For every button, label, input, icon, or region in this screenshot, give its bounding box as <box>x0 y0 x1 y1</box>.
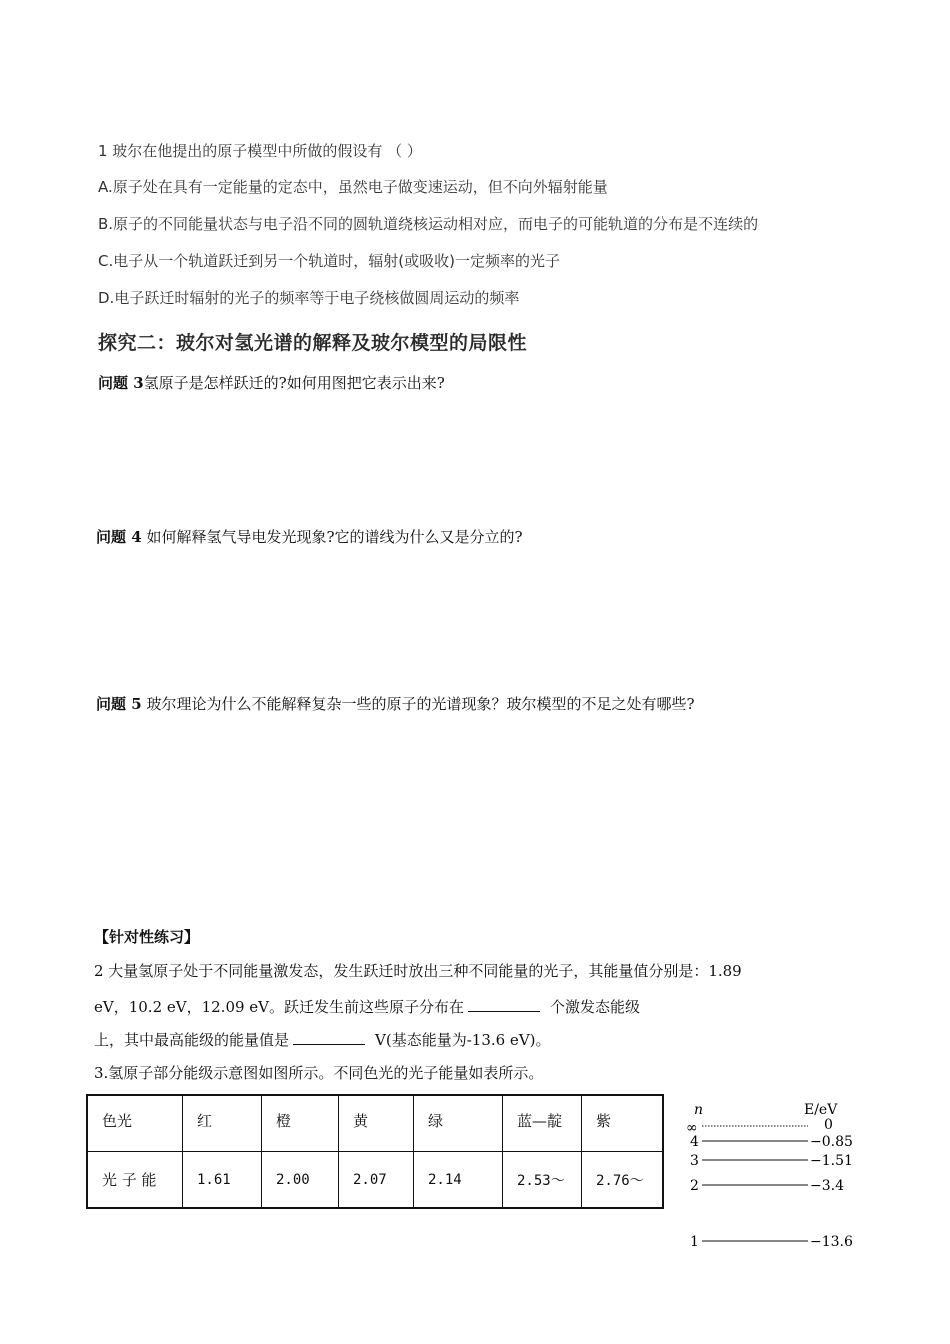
problem-2-line-3-text: 上，其中最高能级的能量值是 <box>94 1031 290 1049</box>
question-3-label: 问题 3 <box>98 374 144 392</box>
problem-2-line-3 <box>94 1029 551 1050</box>
level-e-inf: 0 <box>824 1117 833 1133</box>
question-1-stem: 1 玻尔在他提出的原子模型中所做的假设有 （ ） <box>98 142 422 160</box>
diagram-e-label: E/eV <box>804 1102 838 1118</box>
problem-3: 3.氢原子部分能级示意图如图所示。不同色光的光子能量如表所示。 <box>94 1064 544 1082</box>
question-5-text: 玻尔理论为什么不能解释复杂一些的原子的光谱现象？玻尔模型的不足之处有哪些? <box>146 695 695 713</box>
table-header-row <box>87 1095 663 1152</box>
problem-2-line-3-tail: V(基态能量为-13.6 eV)。 <box>375 1031 551 1049</box>
answer-blank-2[interactable] <box>293 1030 365 1045</box>
table-cell: 1.61 <box>183 1152 262 1209</box>
option-a: A.原子处在具有一定能量的定态中，虽然电子做变速运动，但不向外辐射能量 <box>98 178 608 196</box>
practice-title: 【针对性练习】 <box>94 928 200 946</box>
energy-level-diagram <box>680 1098 870 1258</box>
table-cell: 绿 <box>414 1095 503 1152</box>
level-e-3: −1.51 <box>810 1153 853 1169</box>
level-n-inf: ∞ <box>686 1120 698 1136</box>
table-cell: 2.00 <box>262 1152 339 1209</box>
table-cell: 蓝—靛 <box>503 1095 582 1152</box>
problem-2-line-2-text: eV，10.2 eV，12.09 eV。跃迁发生前这些原子分布在 <box>94 998 465 1016</box>
table-cell: 2.76～ <box>582 1152 664 1209</box>
table-row <box>87 1152 663 1209</box>
answer-blank-1[interactable] <box>468 997 540 1012</box>
level-e-4: −0.85 <box>810 1134 853 1150</box>
option-b: B.原子的不同能量状态与电子沿不同的圆轨道绕核运动相对应，而电子的可能轨道的分布是不连续的 <box>98 215 759 233</box>
problem-2-line-2 <box>94 996 640 1017</box>
section-2-title: 探究二：玻尔对氢光谱的解释及玻尔模型的局限性 <box>98 332 528 354</box>
table-cell: 2.53～ <box>503 1152 582 1209</box>
level-n-2: 2 <box>690 1178 699 1194</box>
level-e-1: −13.6 <box>810 1234 853 1250</box>
table-cell: 色光 <box>87 1095 183 1152</box>
table-cell: 橙 <box>262 1095 339 1152</box>
question-3-text: 氢原子是怎样跃迁的?如何用图把它表示出来? <box>143 374 445 392</box>
diagram-n-label: n <box>694 1102 704 1118</box>
table-cell: 2.07 <box>339 1152 414 1209</box>
table-cell: 2.14 <box>414 1152 503 1209</box>
table-cell: 光 子 能 <box>87 1152 183 1209</box>
option-d: D.电子跃迁时辐射的光子的频率等于电子绕核做圆周运动的频率 <box>98 289 520 307</box>
question-5 <box>96 693 695 714</box>
level-n-3: 3 <box>690 1153 699 1169</box>
table-cell: 紫 <box>582 1095 664 1152</box>
level-n-1: 1 <box>690 1234 699 1250</box>
question-4 <box>96 526 523 547</box>
level-e-2: −3.4 <box>810 1178 844 1194</box>
table-cell: 黄 <box>339 1095 414 1152</box>
level-n-4: 4 <box>690 1134 699 1150</box>
photon-energy-table <box>86 1094 664 1209</box>
question-4-text: 如何解释氢气导电发光现象?它的谱线为什么又是分立的? <box>146 528 523 546</box>
question-4-label: 问题 4 <box>96 528 142 546</box>
question-3 <box>98 372 445 393</box>
option-c: C.电子从一个轨道跃迁到另一个轨道时，辐射(或吸收)一定频率的光子 <box>98 252 560 270</box>
problem-2-line-1: 2 大量氢原子处于不同能量激发态，发生跃迁时放出三种不同能量的光子，其能量值分别是：1.89 <box>94 962 742 980</box>
question-5-label: 问题 5 <box>96 695 142 713</box>
problem-2-line-2-tail: 个激发态能级 <box>550 998 641 1016</box>
table-cell: 红 <box>183 1095 262 1152</box>
